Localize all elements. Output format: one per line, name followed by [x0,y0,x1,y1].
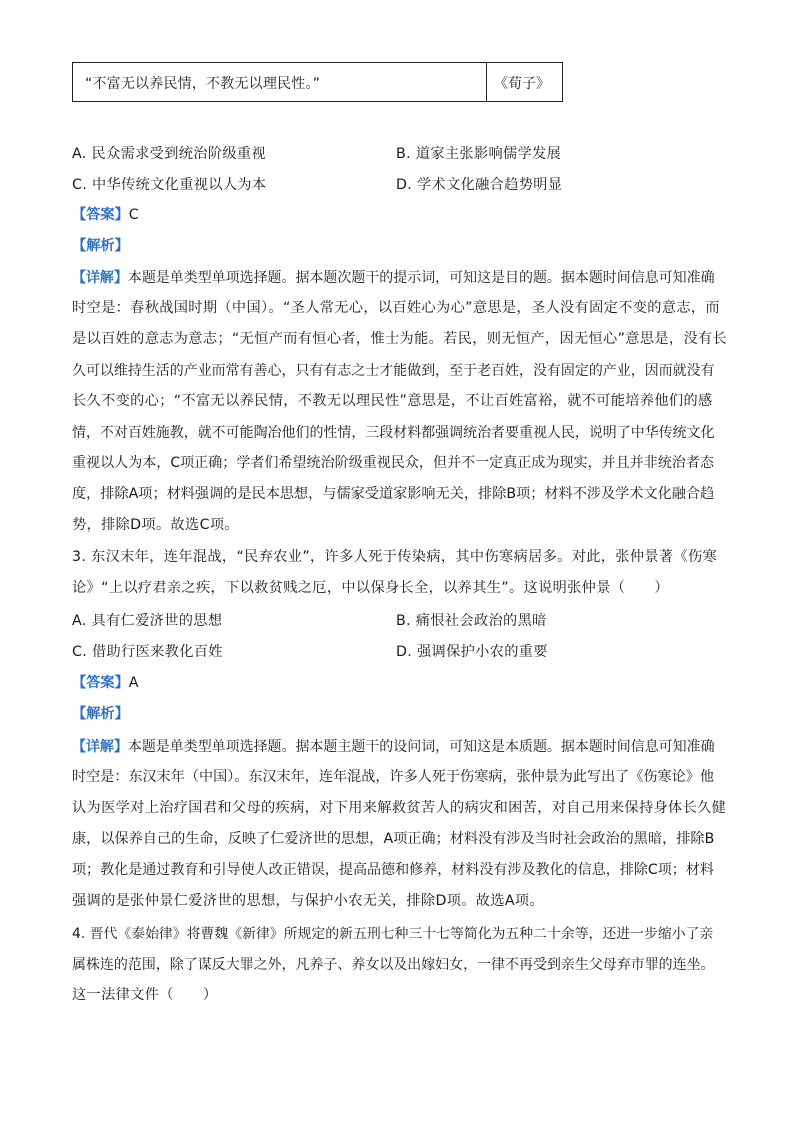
q3-detail-line: 项；教化是通过教育和引导使人改正错误，提高品德和修养，材料没有涉及教化的信息，排除C项；材料 [72,862,714,878]
q3-option-c: C. 借助行医来教化百姓 [72,644,223,660]
q4-stem-line: 属株连的范围，除了谋反大罪之外，凡养子、养女以及出嫁妇女，一律不再受到亲生父母弃市罪的连坐。 [72,957,715,973]
q3-detail-line: 时空是：东汉末年（中国）。东汉末年，连年混战，许多人死于伤寒病，张仲景为此写出了《伤寒论》他 [72,769,714,785]
q3-detail-line: 认为医学对上治疗国君和父母的疾病，对下用来解救贫苦人的病灾和困苦，对自己用来保持身体长久健 [72,800,727,816]
q2-detail-line: 势，排除D项。故选C项。 [72,517,239,533]
answer-value: A [128,675,139,691]
q3-stem-line: 3. 东汉末年，连年混战，“民弃农业”，许多人死于传染病，其中伤寒病居多。对此，张仲景著《伤寒 [72,549,718,565]
q3-stem-line: 论》“上以疗君亲之疾，下以救贫贱之厄，中以保身长全，以养其生”。这说明张仲景（ ） [72,580,669,596]
q3-detail-line: 强调的是张仲景仁爱济世的思想，与保护小农无关，排除D项。故选A项。 [72,893,544,909]
q2-option-c: C. 中华传统文化重视以人为本 [72,177,267,193]
q3-option-d: D. 强调保护小农的重要 [396,644,548,660]
q3-option-a: A. 具有仁爱济世的思想 [72,613,223,629]
q2-option-a: A. 民众需求受到统治阶级重视 [72,146,266,162]
q2-option-b: B. 道家主张影响儒学发展 [396,146,562,162]
q2-analysis-label: 【解析】 [72,238,129,254]
q3-detail-line: 康，以保养自己的生命，反映了仁爱济世的思想，A项正确；材料没有涉及当时社会政治的黑暗，排除B [72,831,715,847]
q2-detail-line: 情，不对百姓施教，就不可能陶冶他们的性情，三段材料都强调统治者要重视人民，说明了中华传统文化 [72,425,715,441]
q2-detail-line [72,266,715,286]
q3-analysis-label: 【解析】 [72,706,129,722]
q4-stem-line: 4. 晋代《泰始律》将曹魏《新律》所规定的新五刑七种三十七等简化为五种二十余等，还进一步缩小了亲 [72,926,714,942]
detail-label: 【详解】 [72,739,128,755]
quote-text: “不富无以养民情，不教无以理民性。” [73,63,487,101]
q3-detail-line [72,735,715,755]
q2-detail-line: 长久不变的心；“不富无以养民情，不教无以理民性”意思是，不让百姓富裕，就不可能培养他们的感 [72,393,713,409]
quote-source: 《荀子》 [494,76,550,92]
q2-detail-line: 时空是：春秋战国时期（中国）。“圣人常无心，以百姓心为心”意思是，圣人没有固定不变的意志，而 [72,300,720,316]
q2-detail-line: 是以百姓的意志为意志；“无恒产而有恒心者，惟士为能。若民，则无恒产，因无恒心”意思是，没有长 [72,331,728,347]
q2-detail-line: 度，排除A项；材料强调的是民本思想，与儒家受道家影响无关，排除B项；材料不涉及学术文化融合趋 [72,486,715,502]
q2-answer [72,204,139,224]
q4-stem-line: 这一法律文件（ ） [72,987,218,1003]
detail-text: 本题是单类型单项选择题。据本题主题干的设问词，可知这是本质题。据本题时间信息可知准确 [127,739,715,755]
q3-option-b: B. 痛恨社会政治的黑暗 [396,613,547,629]
q3-answer [72,672,138,692]
answer-value: C [128,207,139,223]
answer-label: 【答案】 [72,207,129,223]
detail-label: 【详解】 [72,270,128,286]
detail-text: 本题是单类型单项选择题。据本题次题干的提示词，可知这是目的题。据本题时间信息可知准确 [127,270,715,286]
q2-detail-line: 重视以人为本，C项正确；学者们希望统治阶级重视民众，但并不一定真正成为现实，并且并非统治者态 [72,455,714,471]
quote-table [72,62,563,102]
q2-option-d: D. 学术文化融合趋势明显 [396,177,563,193]
q2-detail-line: 久可以维持生活的产业而常有善心，只有有志之士才能做到，至于老百姓，没有固定的产业，因而就没有 [72,363,715,379]
answer-label: 【答案】 [72,675,129,691]
